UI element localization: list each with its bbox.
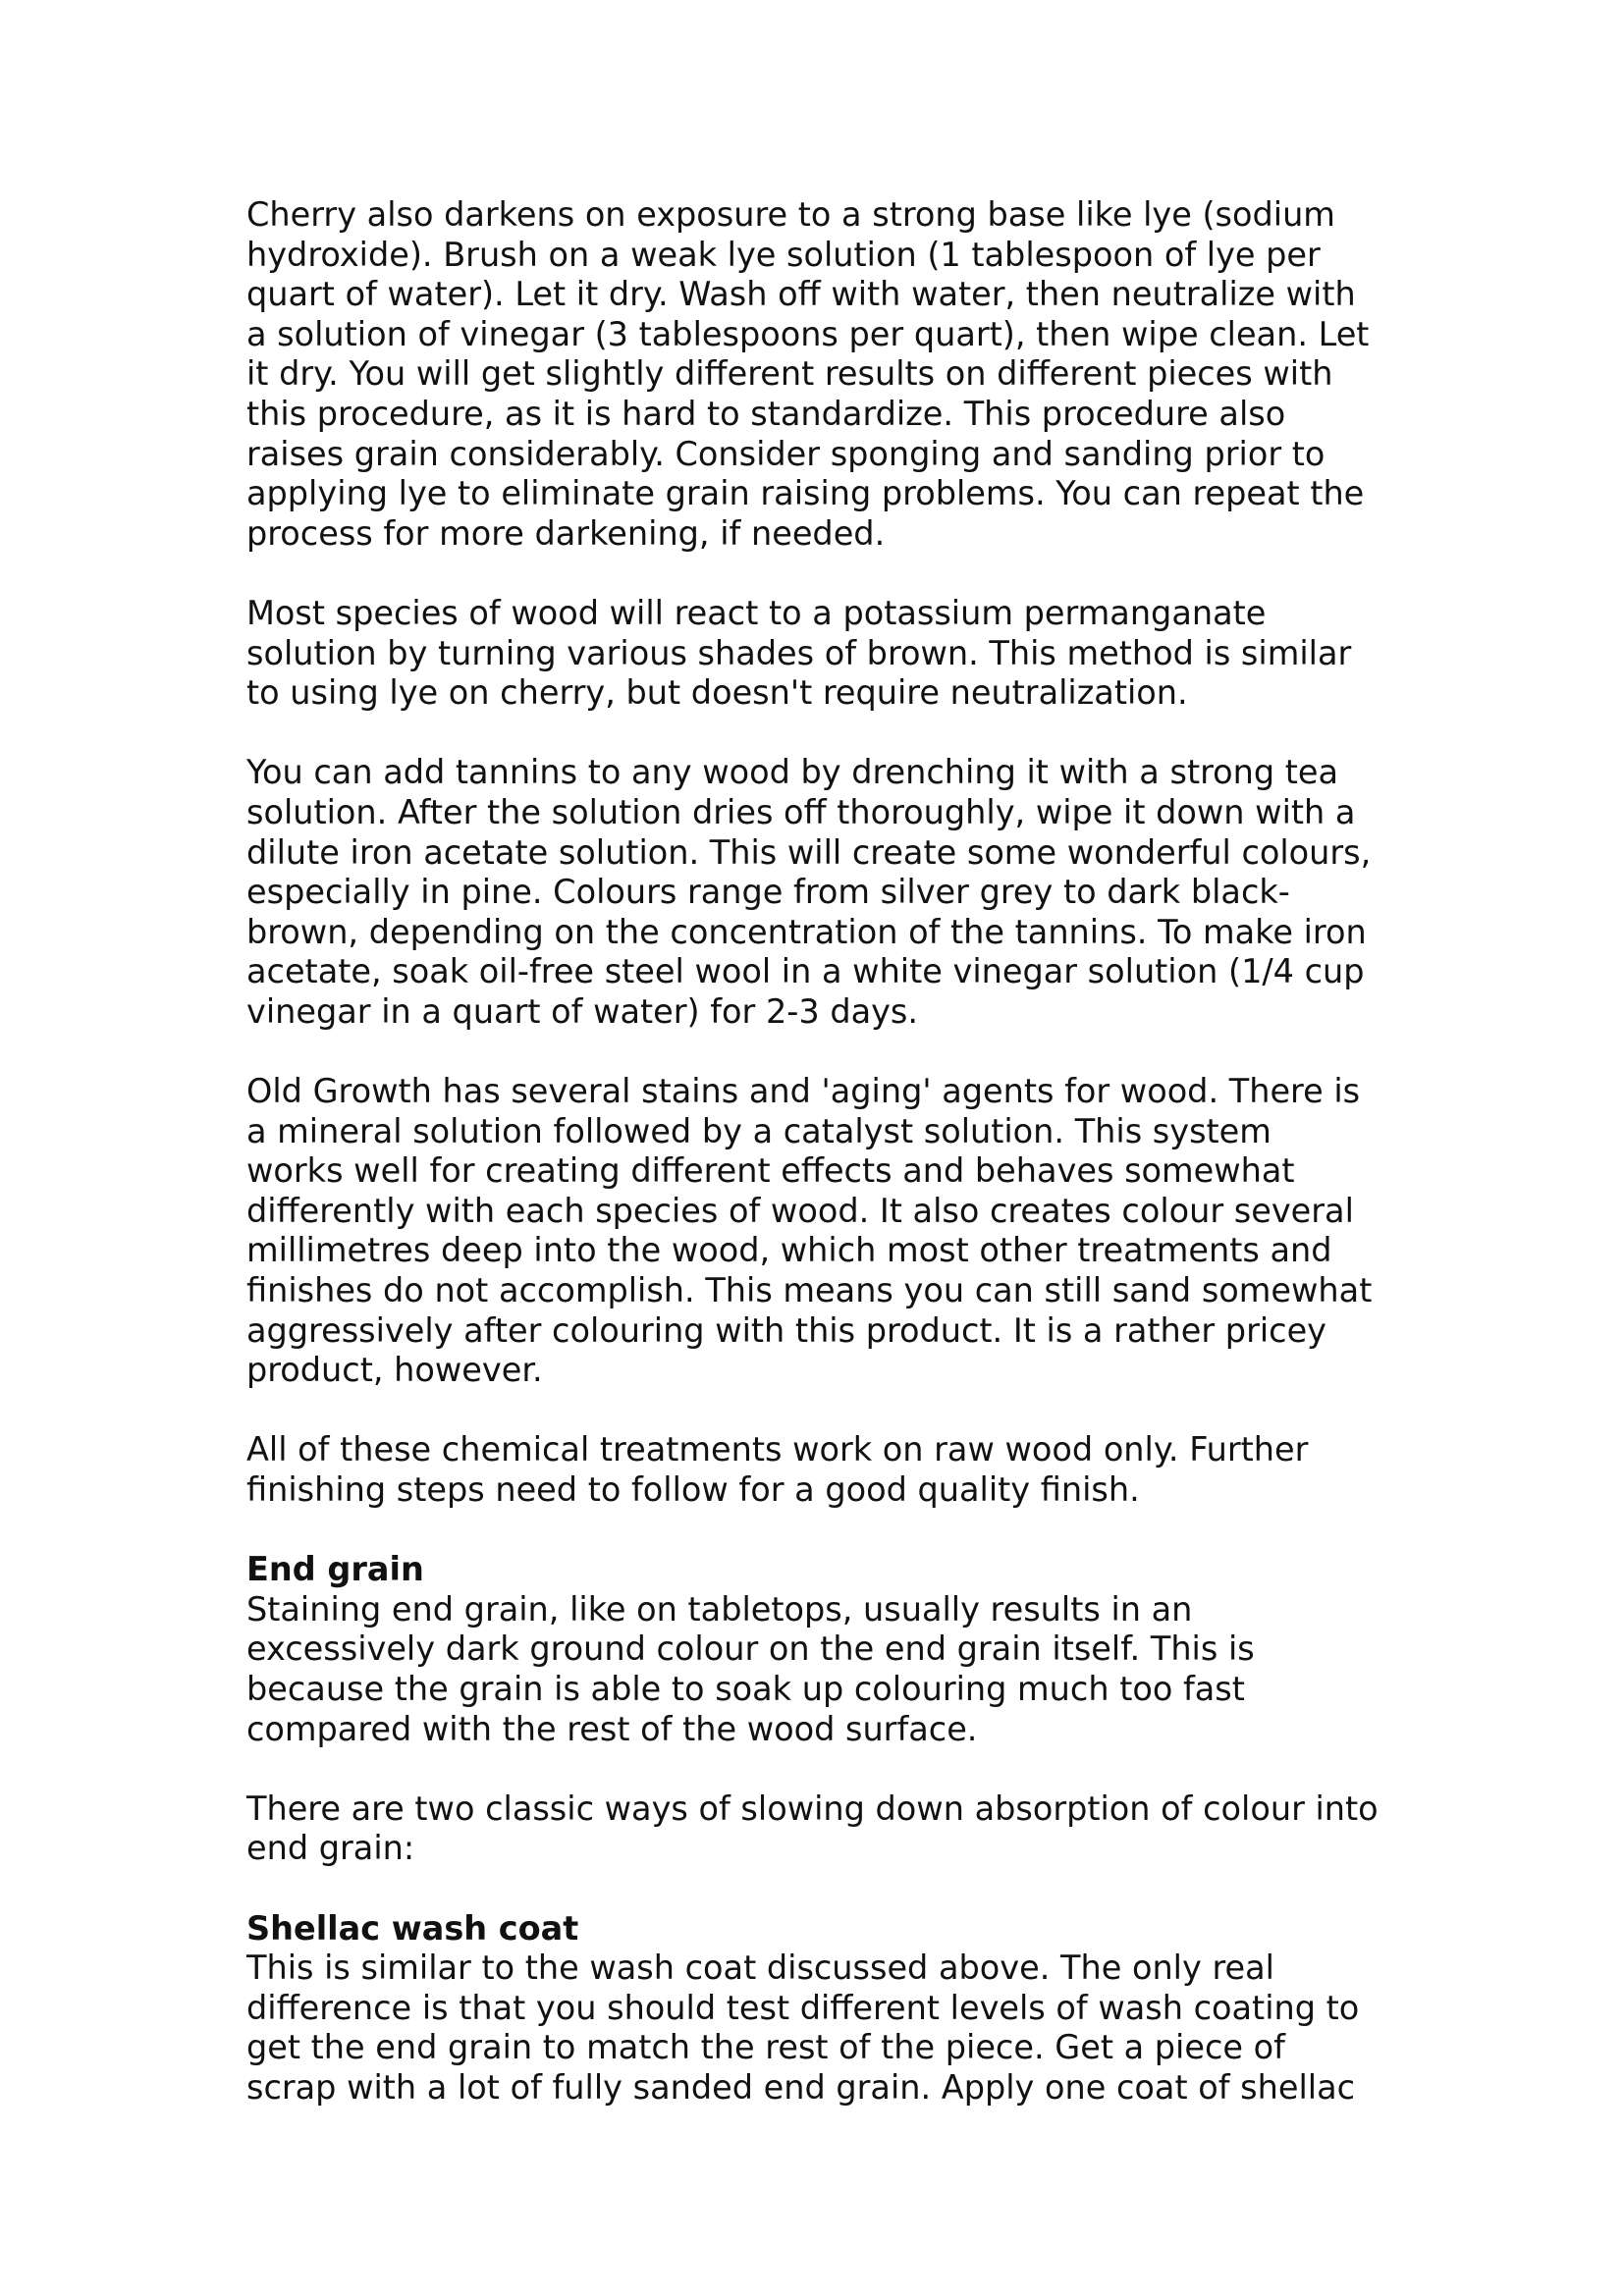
paragraph-old-growth (246, 1072, 1405, 1391)
text-line: difference is that you should test different levels of wash coating to (246, 1988, 1360, 2027)
text-line: millimetres deep into the wood, which most other treatments and (246, 1231, 1332, 1270)
text-line: applying lye to eliminate grain raising problems. You can repeat the (246, 474, 1365, 513)
text-line: vinegar in a quart of water) for 2-3 days. (246, 991, 919, 1031)
text-line: Old Growth has several stains and 'aging' agents for wood. There is (246, 1072, 1361, 1111)
text-line: finishing steps need to follow for a good quality finish. (246, 1470, 1140, 1509)
text-line: This is similar to the wash coat discussed above. The only real (246, 1949, 1274, 1988)
text-line: hydroxide). Brush on a weak lye solution (1 tablespoon of lye per (246, 235, 1321, 274)
section-end-grain (246, 1550, 1405, 1749)
text-line: raises grain considerably. Consider sponging and sanding prior to (246, 434, 1325, 473)
text-line: excessively dark ground colour on the end grain itself. This is (246, 1629, 1255, 1669)
text-line: scrap with a lot of fully sanded end grain. Apply one coat of shellac (246, 2067, 1356, 2107)
page-content (246, 195, 1405, 2109)
paragraph-permanganate (246, 594, 1405, 714)
text-line: get the end grain to match the rest of the piece. Get a piece of (246, 2028, 1285, 2067)
text-line: this procedure, as it is hard to standardize. This procedure also (246, 394, 1286, 433)
text-line: finishes do not accomplish. This means you can still sand somewhat (246, 1271, 1373, 1310)
text-line: product, however. (246, 1351, 543, 1390)
text-line: end grain: (246, 1829, 415, 1868)
text-line: quart of water). Let it dry. Wash off with water, then neutralize with (246, 275, 1356, 314)
text-line: it dry. You will get slightly different results on different pieces with (246, 354, 1333, 394)
paragraph-cherry-lye (246, 195, 1405, 554)
text-line: Staining end grain, like on tabletops, usually results in an (246, 1589, 1193, 1629)
text-line: works well for creating different effects and behaves somewhat (246, 1151, 1295, 1191)
paragraph-end-grain-intro (246, 1789, 1405, 1869)
text-line: All of these chemical treatments work on raw wood only. Further (246, 1430, 1309, 1469)
text-line: acetate, soak oil-free steel wool in a white vinegar solution (1/4 cup (246, 952, 1365, 991)
text-line: solution by turning various shades of brown. This method is similar (246, 633, 1352, 672)
text-line: especially in pine. Colours range from silver grey to dark black- (246, 873, 1290, 912)
text-line: aggressively after colouring with this product. It is a rather pricey (246, 1310, 1327, 1350)
text-line: There are two classic ways of slowing down absorption of colour into (246, 1789, 1379, 1828)
text-line: differently with each species of wood. It also creates colour several (246, 1191, 1354, 1230)
text-line: Most species of wood will react to a potassium permanganate (246, 593, 1267, 632)
section-heading-end-grain: End grain (246, 1550, 424, 1589)
text-line: a solution of vinegar (3 tablespoons per quart), then wipe clean. Let (246, 314, 1370, 353)
paragraph-raw-wood (246, 1430, 1405, 1510)
text-line: You can add tannins to any wood by drenching it with a strong tea (246, 753, 1339, 792)
text-line: to using lye on cherry, but doesn't require neutralization. (246, 673, 1188, 713)
text-line: process for more darkening, if needed. (246, 513, 886, 553)
text-line: compared with the rest of the wood surface. (246, 1709, 978, 1748)
text-line: dilute iron acetate solution. This will create some wonderful colours, (246, 832, 1372, 872)
text-line: Cherry also darkens on exposure to a strong base like lye (sodium (246, 195, 1335, 234)
text-line: solution. After the solution dries off thoroughly, wipe it down with a (246, 792, 1356, 831)
section-shellac-wash-coat (246, 1909, 1405, 2109)
text-line: a mineral solution followed by a catalyst solution. This system (246, 1111, 1271, 1150)
section-heading-shellac: Shellac wash coat (246, 1908, 579, 1948)
text-line: because the grain is able to soak up colouring much too fast (246, 1669, 1245, 1708)
paragraph-tannins (246, 753, 1405, 1032)
text-line: brown, depending on the concentration of the tannins. To make iron (246, 912, 1367, 951)
